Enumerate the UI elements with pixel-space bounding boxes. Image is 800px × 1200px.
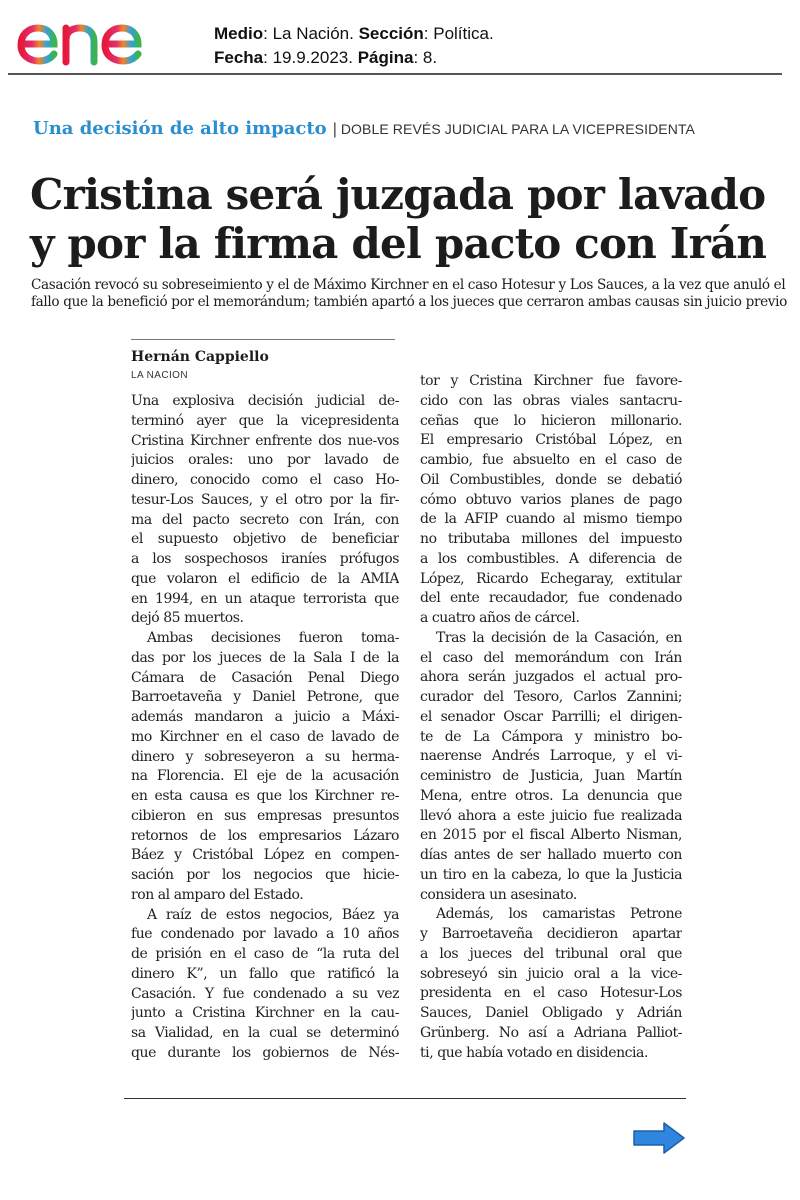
body-text-line: Báez y Cristóbal López en compen- bbox=[131, 847, 399, 864]
body-text-line: Ambas decisiones fueron toma- bbox=[147, 630, 399, 646]
body-text-line: llevó ahora a este juicio fue realizada bbox=[420, 807, 682, 824]
body-text-line: terminó ayer que la vicepresidenta bbox=[131, 412, 399, 429]
body-text-line: del ente recaudador, fue condenado bbox=[420, 590, 682, 607]
body-text-line: ti, que había votado en disidencia. bbox=[420, 1044, 648, 1061]
body-text-line: días antes de ser hallado muerto con bbox=[420, 847, 682, 863]
body-text-line: dinero K”, un fallo que ratificó la bbox=[131, 965, 399, 982]
body-text-line: Mena, entre otros. La denuncia que bbox=[420, 787, 682, 804]
body-text-line: además mandaron a juicio a Máxi- bbox=[131, 709, 399, 725]
pagina-label: Página bbox=[357, 48, 414, 67]
body-text-line: das por los jueces de la Sala I de la bbox=[131, 649, 399, 666]
seccion-value: Política. bbox=[433, 24, 494, 43]
body-text-line: Barroetaveña y Daniel Petrone, que bbox=[131, 689, 399, 706]
body-text-line: dinero, conocido como el caso Ho- bbox=[131, 472, 399, 488]
kicker-subtitle: DOBLE REVÉS JUDICIAL PARA LA VICEPRESIDENTA bbox=[340, 121, 695, 137]
body-text-line: ron al amparo del Estado. bbox=[131, 886, 304, 903]
body-text-line: a los combustibles. A diferencia de bbox=[420, 550, 682, 567]
body-text-line: tor y Cristina Kirchner fue favore- bbox=[420, 373, 682, 389]
body-text-line: en 1994, en un ataque terrorista que bbox=[131, 590, 399, 607]
body-text-line: cómo obtuvo varios planes de pago bbox=[420, 491, 682, 508]
dek-line: fallo que la benefició por el memorándum; también apartó a los jueces que cerraron ambas causas sin juicio previo bbox=[31, 294, 787, 310]
body-text-line: y Barroetaveña decidieron apartar bbox=[420, 926, 682, 942]
body-text-line: Sauces, Daniel Obligado y Adrián bbox=[420, 1005, 682, 1021]
body-text-line: Una explosiva decisión judicial de- bbox=[131, 393, 399, 409]
kicker-title: Una decisión de alto impacto bbox=[33, 118, 327, 139]
body-text-line: mo Kirchner en el caso de lavado de bbox=[131, 728, 399, 745]
body-text-line: en esta causa es que los Kirchner re- bbox=[131, 788, 399, 804]
dek-line: Casación revocó su sobreseimiento y el de Máximo Kirchner en el caso Hotesur y Los Sauces, a la vez que anuló el bbox=[31, 277, 786, 293]
headline-line: y por la firma del pacto con Irán bbox=[30, 219, 767, 268]
byline-divider bbox=[131, 339, 395, 340]
body-column-right bbox=[420, 372, 682, 1063]
body-text-line: ahora serán juzgados el actual pro- bbox=[420, 669, 682, 686]
body-text-line: en 2015 por el fiscal Alberto Nisman, bbox=[420, 827, 682, 844]
body-text-line: sobreseyó sin juicio oral a la vice- bbox=[420, 965, 682, 982]
article-headline bbox=[30, 170, 790, 268]
body-text-line: que durante los gobiernos de Nés- bbox=[131, 1044, 399, 1061]
body-text-line: tesur-Los Sauces, y el otro por la fir- bbox=[131, 491, 399, 508]
body-text-line: presidenta en el caso Hotesur-Los bbox=[420, 985, 682, 1002]
body-column-left bbox=[131, 392, 399, 1064]
meta-line-1: Medio: La Nación. Sección: Política. bbox=[214, 24, 494, 43]
medio-value: La Nación. bbox=[272, 24, 354, 43]
body-text-line: sa Vialidad, en la cual se determinó bbox=[131, 1025, 399, 1041]
body-text-line: curador del Tesoro, Carlos Zannini; bbox=[420, 689, 682, 705]
body-text-line: considera un asesinato. bbox=[420, 886, 577, 903]
body-text-line: fue condenado por lavado a 10 años bbox=[131, 926, 399, 943]
body-text-line: sación por los negocios que hicie- bbox=[131, 867, 399, 883]
body-text-line: dejó 85 muertos. bbox=[131, 610, 244, 627]
body-text-line: Cristina Kirchner enfrente dos nue-vos bbox=[131, 432, 399, 449]
body-text-line: de prisión en el caso de “la ruta del bbox=[131, 946, 399, 962]
body-text-line: el caso del memorándum con Irán bbox=[420, 649, 682, 666]
body-text-line: naerense Andrés Larroque, y el vi- bbox=[420, 748, 682, 765]
body-text-line: un tiro en la cabeza, lo que la Justicia bbox=[420, 866, 682, 883]
fecha-label: Fecha bbox=[214, 48, 264, 67]
body-text-line: a los jueces del tribunal oral que bbox=[420, 945, 682, 962]
body-text-line: Cámara de Casación Penal Diego bbox=[131, 669, 399, 686]
body-text-line: na Florencia. El eje de la acusación bbox=[131, 768, 399, 785]
header-divider bbox=[8, 73, 782, 75]
body-text-line: no tributaba millones del impuesto bbox=[420, 531, 682, 547]
publication-metadata bbox=[214, 22, 494, 70]
body-text-line: el supuesto objetivo de beneficiar bbox=[131, 531, 399, 548]
body-text-line: a los sospechosos iraníes prófugos bbox=[131, 551, 399, 567]
kicker-separator: | bbox=[332, 121, 337, 138]
article-subheadline bbox=[31, 277, 791, 311]
meta-line-2: Fecha: 19.9.2023. Página: 8. bbox=[214, 48, 438, 67]
body-text-line: retornos de los empresarios Lázaro bbox=[131, 827, 399, 844]
enel-logo bbox=[14, 6, 184, 70]
fecha-value: 19.9.2023. bbox=[272, 48, 353, 67]
arrow-right-icon[interactable] bbox=[632, 1121, 686, 1155]
body-text-line: Además, los camaristas Petrone bbox=[436, 906, 682, 923]
body-text-line: cambio, fue absuelto en el caso de bbox=[420, 452, 682, 468]
body-text-line: el senador Oscar Parrilli; el dirigen- bbox=[420, 708, 682, 725]
body-text-line: cibieron en sus empresas presuntos bbox=[131, 807, 399, 824]
body-text-line: López, Ricardo Echegaray, extitular bbox=[420, 570, 682, 587]
pagina-value: 8. bbox=[422, 48, 438, 67]
body-text-line: ceñas que lo hicieron millonario. bbox=[420, 412, 682, 429]
medio-label: Medio bbox=[214, 24, 264, 43]
body-text-line: Casación. Y fue condenado a su vez bbox=[131, 985, 399, 1002]
seccion-label: Sección bbox=[358, 24, 424, 43]
body-text-line: Grünberg. No así a Adriana Palliot- bbox=[420, 1024, 682, 1041]
body-text-line: de la AFIP cuando al mismo tiempo bbox=[420, 511, 682, 528]
body-text-line: ma del pacto secreto con Irán, con bbox=[131, 511, 399, 528]
body-text-line: ceministro de Justicia, Juan Martín bbox=[420, 768, 682, 784]
body-text-line: juicios orales: uno por lavado de bbox=[131, 452, 399, 469]
author-byline: Hernán Cappiello bbox=[131, 349, 269, 365]
body-text-line: Oil Combustibles, donde se debatió bbox=[420, 471, 682, 488]
body-text-line: dinero y sobreseyeron a su herma- bbox=[131, 748, 399, 765]
body-text-line: te de La Cámpora y ministro bo- bbox=[420, 728, 682, 745]
body-text-line: cido con las obras viales santacru- bbox=[420, 392, 682, 409]
body-text-line: a cuatro años de cárcel. bbox=[420, 610, 580, 626]
body-text-line: Tras la decisión de la Casación, en bbox=[436, 629, 682, 646]
article-kicker bbox=[33, 118, 695, 139]
body-text-line: El empresario Cristóbal López, en bbox=[420, 432, 682, 449]
headline-line: Cristina será juzgada por lavado bbox=[30, 170, 766, 219]
body-text-line: junto a Cristina Kirchner en la cau- bbox=[131, 1005, 399, 1022]
body-text-line: que volaron el edificio de la AMIA bbox=[131, 570, 399, 587]
source-label: LA NACION bbox=[131, 370, 188, 381]
body-text-line: A raíz de estos negocios, Báez ya bbox=[147, 906, 399, 923]
article-end-divider bbox=[124, 1098, 686, 1099]
